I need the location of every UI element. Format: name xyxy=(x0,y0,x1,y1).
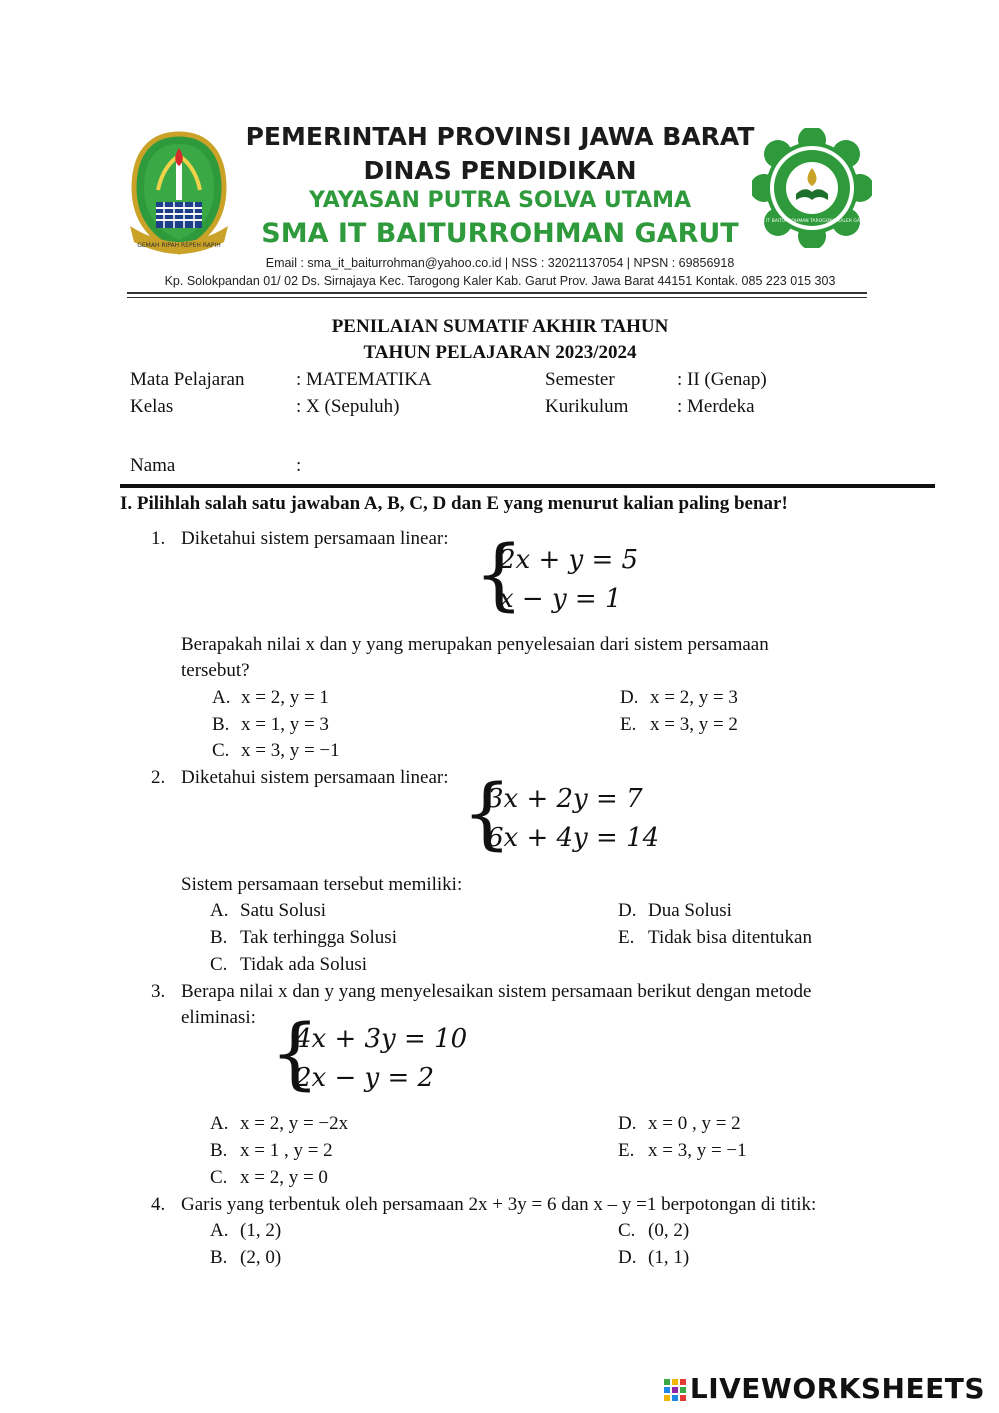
question-number: 4. xyxy=(151,1194,166,1215)
option-letter: A. xyxy=(210,900,229,921)
class-label: Kelas xyxy=(130,396,174,417)
option-letter: D. xyxy=(618,900,637,921)
option-letter: C. xyxy=(212,740,230,761)
equation-line: 3x + 2y = 7 xyxy=(487,784,643,814)
watermark-text: LIVEWORKSHEETS xyxy=(689,1372,985,1405)
kop-divider-thin xyxy=(127,297,867,298)
option-text[interactable]: x = 1 , y = 2 xyxy=(240,1140,333,1161)
equation-line: 2x − y = 2 xyxy=(295,1063,435,1093)
semester-value: : II (Genap) xyxy=(677,369,767,390)
curriculum-value: : Merdeka xyxy=(677,396,755,417)
question-text: Diketahui sistem persamaan linear: xyxy=(181,767,449,788)
option-text[interactable]: x = 0 , y = 2 xyxy=(648,1113,741,1134)
option-text[interactable]: x = 3, y = −1 xyxy=(241,740,340,761)
equation-line: 4x + 3y = 10 xyxy=(295,1024,468,1054)
question-prompt: Sistem persamaan tersebut memiliki: xyxy=(181,874,463,895)
option-letter: C. xyxy=(618,1220,636,1241)
option-letter: E. xyxy=(618,927,635,948)
exam-title: PENILAIAN SUMATIF AKHIR TAHUN xyxy=(331,316,669,337)
letterhead xyxy=(0,0,999,300)
option-text[interactable]: Dua Solusi xyxy=(648,900,732,921)
option-letter: B. xyxy=(210,927,228,948)
option-text[interactable]: x = 2, y = 3 xyxy=(650,687,738,708)
option-letter: D. xyxy=(620,687,639,708)
kop-divider xyxy=(127,292,867,294)
option-letter: E. xyxy=(620,714,637,735)
kop-school-name: SMA IT BAITURROHMAN GARUT xyxy=(261,218,739,249)
kop-department: DINAS PENDIDIKAN xyxy=(363,156,637,185)
option-text[interactable]: Tak terhingga Solusi xyxy=(240,927,397,948)
option-text[interactable]: Tidak bisa ditentukan xyxy=(648,927,812,948)
kop-contact: Email : sma_it_baiturrohman@yahoo.co.id | NSS : 32021137054 | NPSN : 69856918 xyxy=(265,256,735,270)
option-letter: B. xyxy=(210,1247,228,1268)
question-number: 3. xyxy=(151,981,166,1002)
subject-value: : MATEMATIKA xyxy=(296,369,432,390)
kop-government: PEMERINTAH PROVINSI JAWA BARAT xyxy=(245,122,755,151)
option-letter: A. xyxy=(210,1113,229,1134)
kop-foundation: YAYASAN PUTRA SOLVA UTAMA xyxy=(308,188,692,213)
question-number: 2. xyxy=(151,767,166,788)
option-text[interactable]: Tidak ada Solusi xyxy=(240,954,368,975)
question-prompt: Berapakah nilai x dan y yang merupakan penyelesaian dari sistem persamaan xyxy=(181,634,769,655)
option-letter: E. xyxy=(618,1140,635,1161)
liveworksheets-watermark[interactable] xyxy=(664,1372,985,1405)
name-label: Nama xyxy=(130,455,176,476)
option-text[interactable]: Satu Solusi xyxy=(240,900,327,921)
subject-label: Mata Pelajaran xyxy=(130,369,245,390)
option-letter: C. xyxy=(210,954,228,975)
option-letter: D. xyxy=(618,1247,637,1268)
logo-left-motto: GEMAH RIPAH REPEH RAPIH xyxy=(137,242,221,249)
logo-right-text: SMA IT BAITURROHMAN TAROGONG KALER GARUT xyxy=(754,219,870,224)
option-text[interactable]: x = 2, y = 0 xyxy=(240,1167,328,1188)
option-text[interactable]: x = 3, y = −1 xyxy=(648,1140,747,1161)
kop-address: Kp. Solokpandan 01/ 02 Ds. Sirnajaya Kec. Tarogong Kaler Kab. Garut Prov. Jawa Barat 44151 Kontak. 085 223 015 303 xyxy=(164,274,836,288)
equation-line: x − y = 1 xyxy=(499,584,622,614)
equation-brace: { xyxy=(462,769,512,859)
equation-line: 6x + 4y = 14 xyxy=(487,823,660,853)
question-text: Diketahui sistem persamaan linear: xyxy=(181,528,449,549)
section-divider xyxy=(120,484,935,488)
option-letter: B. xyxy=(210,1140,228,1161)
equation-line: 2x + y = 5 xyxy=(499,545,639,575)
question-number: 1. xyxy=(151,528,166,549)
option-text[interactable]: (1, 2) xyxy=(240,1220,282,1241)
liveworksheets-logo-icon xyxy=(664,1379,686,1401)
option-letter: C. xyxy=(210,1167,228,1188)
option-letter: A. xyxy=(210,1220,229,1241)
question-text: eliminasi: xyxy=(181,1007,256,1028)
curriculum-label: Kurikulum xyxy=(545,396,629,417)
option-text[interactable]: (2, 0) xyxy=(240,1247,282,1268)
section-instruction: I. Pilihlah salah satu jawaban A, B, C, D dan E yang menurut kalian paling benar! xyxy=(120,493,788,514)
school-emblem-logo xyxy=(752,128,872,248)
question-text: Berapa nilai x dan y yang menyelesaikan sistem persamaan berikut dengan metode xyxy=(181,981,812,1002)
equation-brace: { xyxy=(270,1009,320,1099)
option-letter: B. xyxy=(212,714,230,735)
option-text[interactable]: (0, 2) xyxy=(648,1220,690,1241)
option-text[interactable]: (1, 1) xyxy=(648,1247,690,1268)
name-field[interactable]: : xyxy=(296,455,302,476)
option-letter: D. xyxy=(618,1113,637,1134)
semester-label: Semester xyxy=(545,369,615,390)
class-value: : X (Sepuluh) xyxy=(296,396,400,417)
question-text: Garis yang terbentuk oleh persamaan 2x + 3y = 6 dan x – y =1 berpotongan di titik: xyxy=(181,1194,817,1215)
option-text[interactable]: x = 3, y = 2 xyxy=(650,714,738,735)
equation-brace: { xyxy=(474,530,524,620)
question-prompt: tersebut? xyxy=(181,660,250,681)
option-text[interactable]: x = 1, y = 3 xyxy=(241,714,329,735)
option-text[interactable]: x = 2, y = 1 xyxy=(241,687,329,708)
option-text[interactable]: x = 2, y = −2x xyxy=(240,1113,349,1134)
west-java-crest-logo xyxy=(128,130,230,260)
academic-year: TAHUN PELAJARAN 2023/2024 xyxy=(363,342,637,363)
option-letter: A. xyxy=(212,687,231,708)
